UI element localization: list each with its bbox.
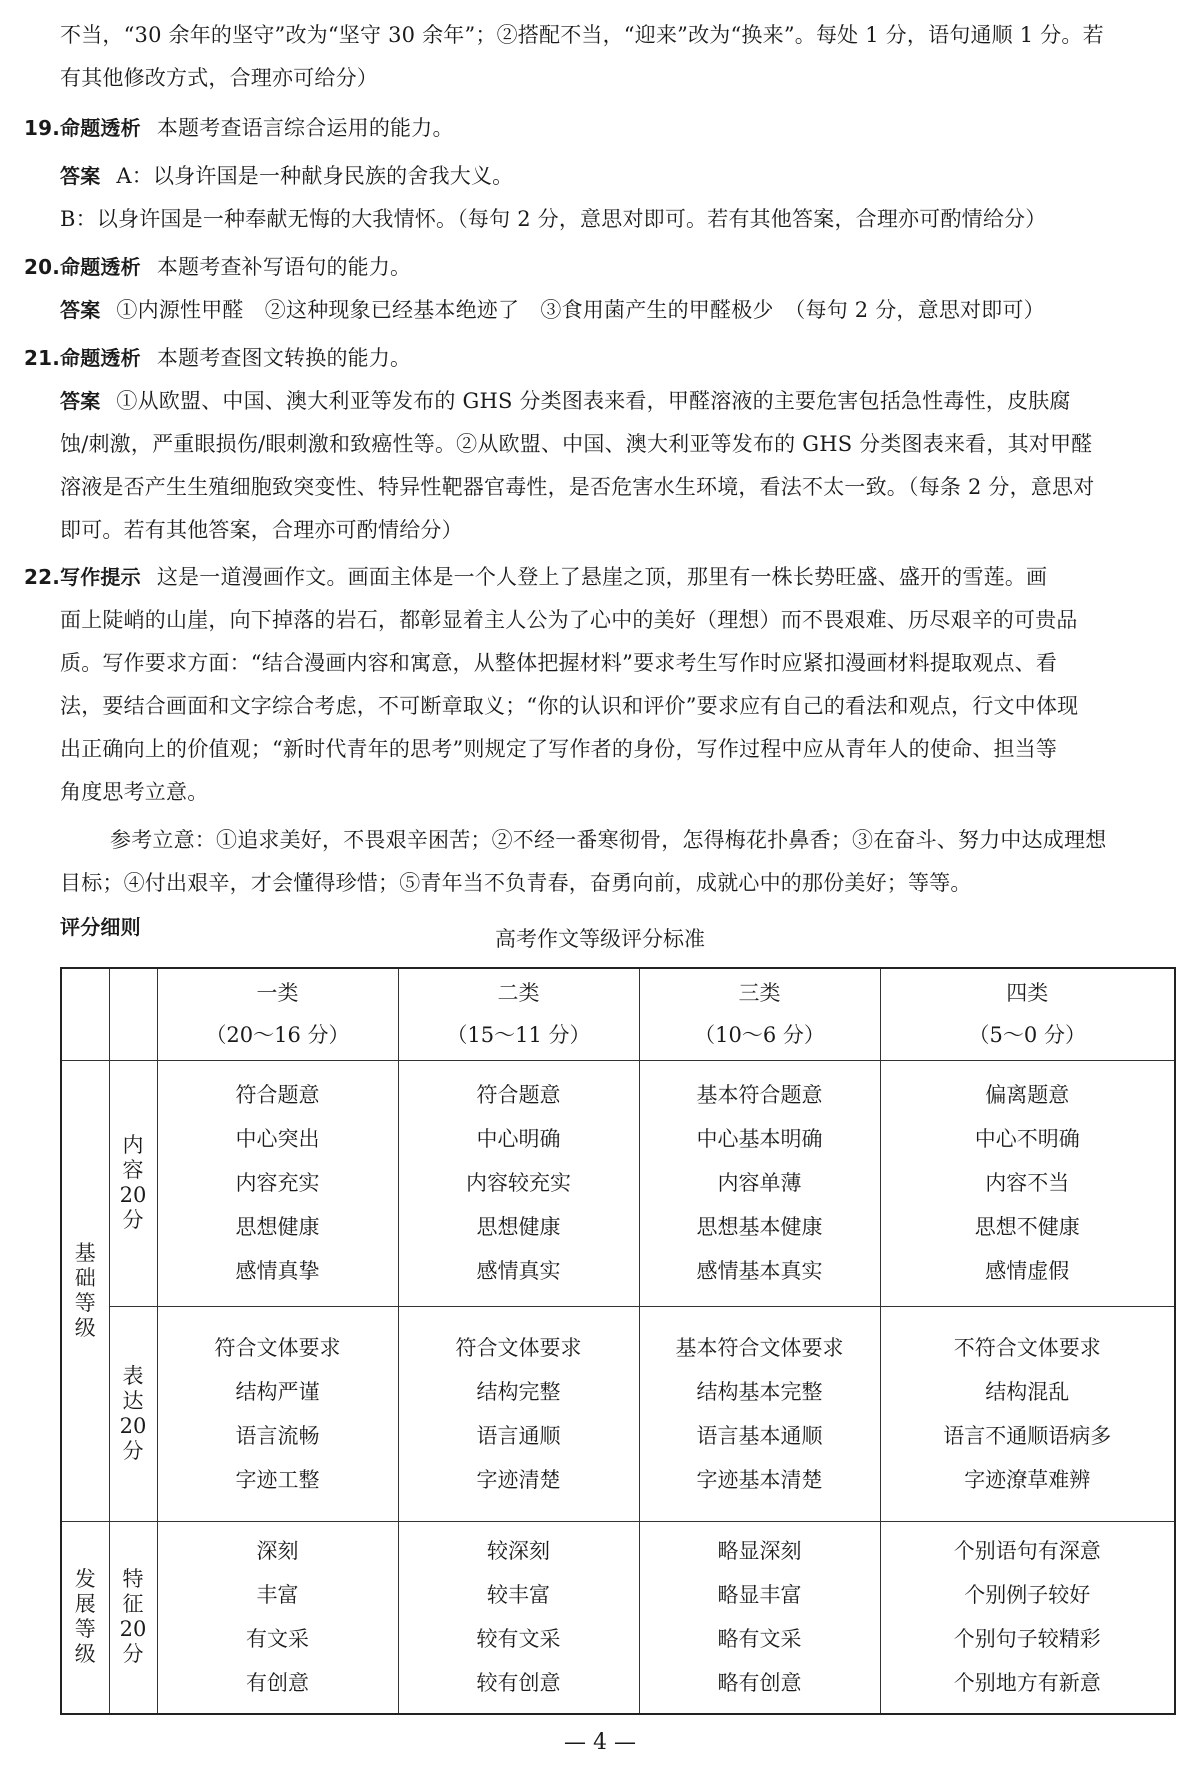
content-class-1: 符合题意 中心突出 内容充实 思想健康 感情真挚	[157, 1060, 398, 1306]
table-title: 高考作文等级评分标准	[495, 927, 705, 951]
corner-cell	[109, 968, 157, 1060]
continuation-line: 有其他修改方式，合理亦可给分）	[60, 66, 378, 90]
question-22	[24, 562, 1047, 592]
header-class-1: 一类 （20～16 分）	[157, 968, 398, 1060]
answer-line	[60, 386, 1071, 416]
content-class-2: 符合题意 中心明确 内容较充实 思想健康 感情真实	[398, 1060, 639, 1306]
analysis-label: 命题透析	[60, 255, 141, 279]
expression-label: 表 达 20 分	[109, 1306, 157, 1521]
answer-line: 即可。若有其他答案，合理亦可酌情给分）	[60, 518, 463, 542]
answer-text: A：以身许国是一种献身民族的舍我大义。	[116, 164, 514, 188]
feature-class-2: 较深刻 较丰富 较有文采 较有创意	[398, 1521, 639, 1714]
development-level-label: 发 展 等 级	[61, 1521, 109, 1714]
analysis-label: 命题透析	[60, 346, 141, 370]
header-class-4: 四类 （5～0 分）	[880, 968, 1175, 1060]
writing-tip-line: 法，要结合画面和文字综合考虑，不可断章取义；“你的认识和评价”要求应有自己的看法和观点，行文中体现	[60, 694, 1079, 718]
question-number: 22.	[24, 565, 61, 589]
writing-tip-line: 质。写作要求方面：“结合漫画内容和寓意，从整体把握材料”要求考生写作时应紧扣漫画材料提取观点、看	[60, 651, 1058, 675]
question-number: 20.	[24, 255, 61, 279]
header-class-3: 三类 （10～6 分）	[639, 968, 880, 1060]
feature-row	[61, 1521, 1175, 1714]
analysis-text: 本题考查补写语句的能力。	[156, 255, 412, 279]
answer-text: ①从欧盟、中国、澳大利亚等发布的 GHS 分类图表来看，甲醛溶液的主要危害包括急性毒性，皮肤腐	[116, 389, 1071, 413]
content-label: 内 容 20 分	[109, 1060, 157, 1306]
feature-class-1: 深刻 丰富 有文采 有创意	[157, 1521, 398, 1714]
answer-line	[60, 161, 513, 191]
expression-row	[61, 1306, 1175, 1521]
reference-theme-line: 目标；④付出艰辛，才会懂得珍惜；⑤青年当不负青春，奋勇向前，成就心中的那份美好；等等。	[60, 871, 972, 895]
page-number: — 4 —	[564, 1730, 636, 1755]
content-class-4: 偏离题意 中心不明确 内容不当 思想不健康 感情虚假	[880, 1060, 1175, 1306]
expression-class-2: 符合文体要求 结构完整 语言通顺 字迹清楚	[398, 1306, 639, 1521]
answer-line: 蚀/刺激，严重眼损伤/眼刺激和致癌性等。②从欧盟、中国、澳大利亚等发布的 GHS 分类图表来看，其对甲醛	[60, 432, 1093, 456]
answer-label: 答案	[60, 298, 101, 322]
question-19	[24, 113, 454, 143]
answer-text: ①内源性甲醛 ②这种现象已经基本绝迹了 ③食用菌产生的甲醛极少 （每句 2 分，意思对即可）	[116, 298, 1045, 322]
question-number: 19.	[24, 116, 61, 140]
question-21	[24, 343, 411, 373]
writing-tip-line: 面上陡峭的山崖，向下掉落的岩石，都彰显着主人公为了心中的美好（理想）而不畏艰难、历尽艰辛的可贵品	[60, 608, 1078, 632]
answer-line	[60, 295, 1045, 325]
basic-level-label: 基 础 等 级	[61, 1060, 109, 1521]
analysis-text: 本题考查语言综合运用的能力。	[156, 116, 454, 140]
analysis-text: 本题考查图文转换的能力。	[156, 346, 412, 370]
answer-label: 答案	[60, 164, 101, 188]
question-number: 21.	[24, 346, 61, 370]
header-class-2: 二类 （15～11 分）	[398, 968, 639, 1060]
answer-line: B：以身许国是一种奉献无悔的大我情怀。（每句 2 分，意思对即可。若有其他答案，合理亦可酌情给分）	[60, 207, 1047, 231]
reference-theme-line: 参考立意：①追求美好，不畏艰辛困苦；②不经一番寒彻骨，怎得梅花扑鼻香；③在奋斗、努力中达成理想	[110, 828, 1107, 852]
answer-line: 溶液是否产生生殖细胞致突变性、特异性靶器官毒性，是否危害水生环境，看法不太一致。（每条 2 分，意思对	[60, 475, 1095, 499]
header-row	[61, 968, 1175, 1060]
writing-tip-text: 这是一道漫画作文。画面主体是一个人登上了悬崖之顶，那里有一株长势旺盛、盛开的雪莲。画	[156, 565, 1048, 589]
corner-cell	[61, 968, 109, 1060]
content-row	[61, 1060, 1175, 1306]
feature-label: 特 征 20 分	[109, 1521, 157, 1714]
expression-class-3: 基本符合文体要求 结构基本完整 语言基本通顺 字迹基本清楚	[639, 1306, 880, 1521]
expression-class-1: 符合文体要求 结构严谨 语言流畅 字迹工整	[157, 1306, 398, 1521]
writing-tip-line: 角度思考立意。	[60, 780, 209, 804]
answer-label: 答案	[60, 389, 101, 413]
feature-class-4: 个别语句有深意 个别例子较好 个别句子较精彩 个别地方有新意	[880, 1521, 1175, 1714]
scoring-label: 评分细则	[60, 915, 141, 939]
question-20	[24, 252, 411, 282]
continuation-line: 不当，“30 余年的坚守”改为“坚守 30 余年”；②搭配不当，“迎来”改为“换来”。每处 1 分，语句通顺 1 分。若	[60, 23, 1104, 47]
feature-class-3: 略显深刻 略显丰富 略有文采 略有创意	[639, 1521, 880, 1714]
grading-table	[60, 967, 1176, 1715]
writing-tip-line: 出正确向上的价值观；“新时代青年的思考”则规定了写作者的身份，写作过程中应从青年人的使命、担当等	[60, 737, 1058, 761]
content-class-3: 基本符合题意 中心基本明确 内容单薄 思想基本健康 感情基本真实	[639, 1060, 880, 1306]
expression-class-4: 不符合文体要求 结构混乱 语言不通顺语病多 字迹潦草难辨	[880, 1306, 1175, 1521]
analysis-label: 命题透析	[60, 116, 141, 140]
writing-tip-label: 写作提示	[60, 565, 141, 589]
